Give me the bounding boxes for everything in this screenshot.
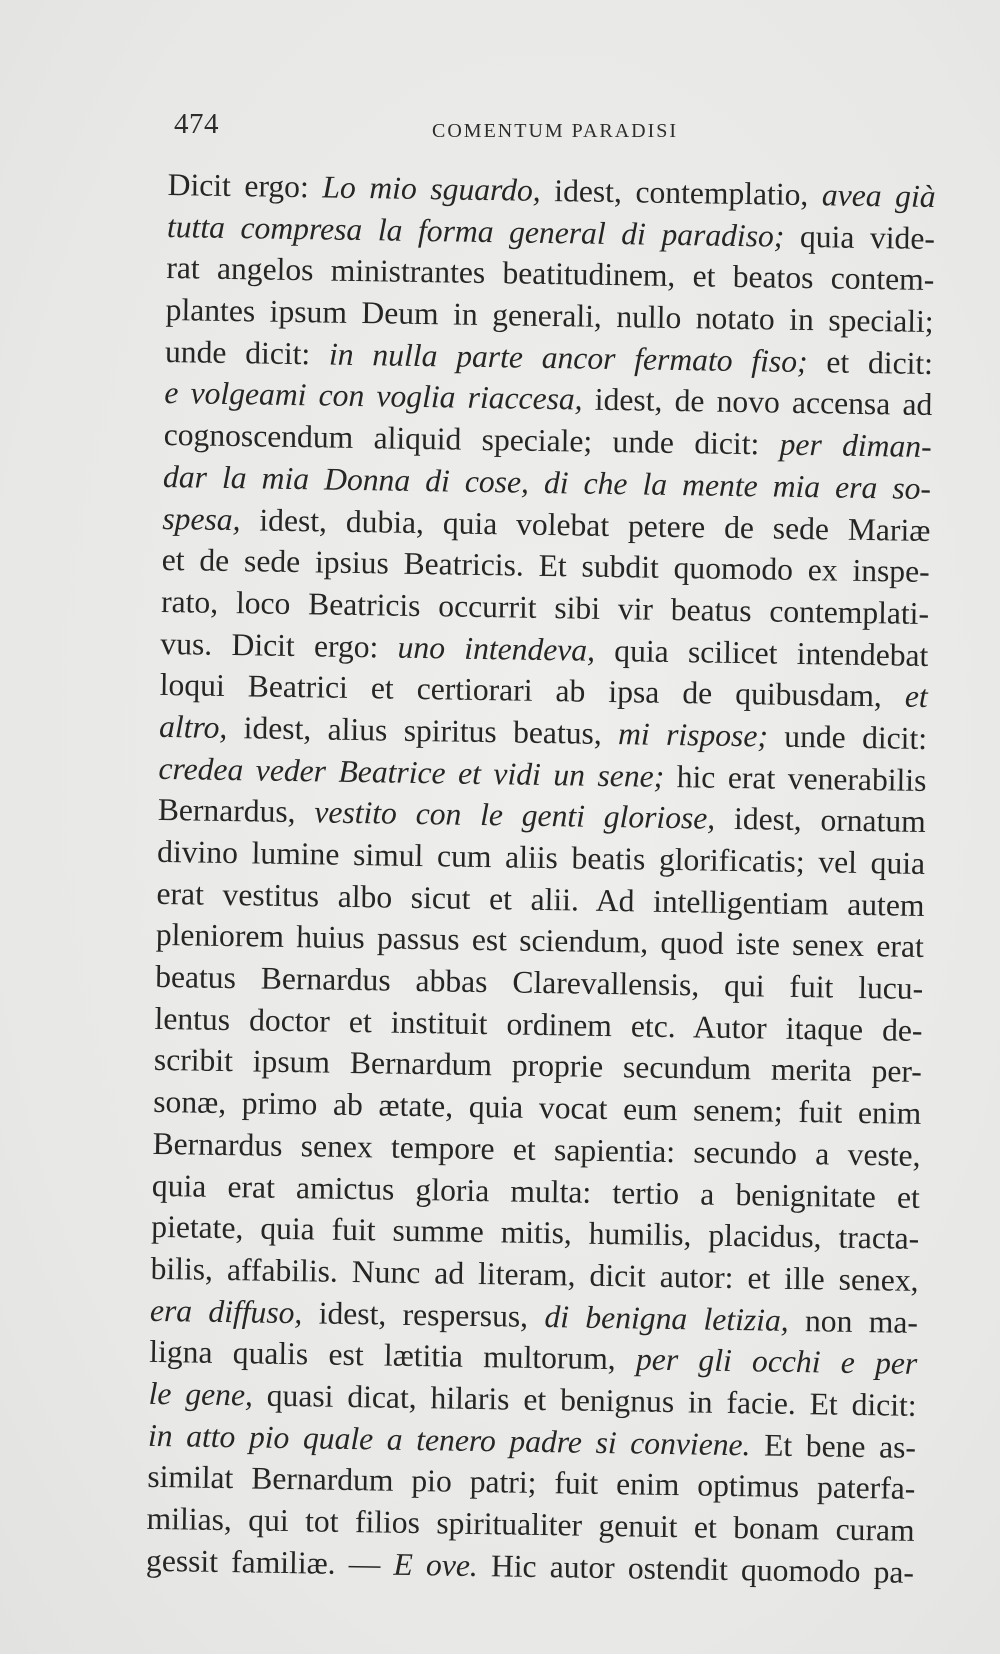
text-run: idest, contemplatio, [540, 172, 823, 213]
text-run: et de sede ipsius Beatricis. Et subdit quomodo ex inspe- [161, 542, 930, 590]
text-run: rato, loco Beatricis occurrit sibi vir beatus contemplati- [160, 583, 930, 631]
text-run: unde dicit: [767, 718, 928, 756]
italic-quote: uno intendeva, [397, 629, 596, 668]
text-run: beatus Bernardus abbas Clarevallensis, qui fuit lucu- [154, 958, 924, 1007]
text-run: idest, ornatum [714, 800, 927, 840]
italic-quote: Lo mio sguardo, [322, 169, 541, 208]
page-number: 474 [174, 108, 219, 140]
text-run: quia scilicet intendebat [594, 632, 929, 673]
italic-quote: le gene, [148, 1375, 254, 1413]
italic-quote: di benigna letizia, [544, 1298, 789, 1338]
text-run: Bernardus, [157, 792, 315, 830]
text-run: lentus doctor et instituit ordinem etc. Autor itaque de- [154, 1000, 923, 1048]
text-run: Bernardus senex tempore et sapientia: secundo a veste, [152, 1125, 921, 1173]
text-run: ligna qualis est lætitia multorum, [149, 1334, 637, 1377]
italic-quote: E ove. [393, 1546, 479, 1583]
text-run: scribit ipsum Bernardum proprie secundum merita per- [153, 1042, 923, 1090]
text-run: divino lumine simul cum aliis beatis glorificatis; vel quia [156, 833, 926, 881]
text-run: similat Bernardum pio patri; fuit enim optimus paterfa- [147, 1459, 916, 1507]
text-run: hic erat venerabilis [663, 758, 927, 798]
text-run: Et bene as- [750, 1426, 917, 1465]
body-text [146, 164, 936, 1593]
italic-quote: credea veder Beatrice et vidi un sene; [158, 750, 665, 794]
italic-quote: avea già [821, 177, 936, 215]
italic-quote: altro, [158, 708, 228, 745]
text-run: idest, respersus, [302, 1294, 545, 1334]
text-run: et dicit: [807, 343, 934, 381]
text-run: pleniorem huius passus est sciendum, quod iste senex erat [155, 917, 925, 965]
text-run: erat vestitus albo sicut et alii. Ad intelligentiam autem [156, 875, 925, 923]
text-run: quia erat amictus gloria multa: tertio a benignitate et [151, 1167, 921, 1215]
italic-quote: in nulla parte ancor fermato fiso; [328, 336, 808, 379]
text-run: loqui Beatrici et certiorari ab ipsa de quibusdam, [159, 667, 906, 714]
running-title: COMENTUM PARADISI [432, 120, 679, 142]
text-run: Dicit ergo: [167, 166, 323, 205]
italic-quote: dar la mia Donna di cose, di che la mente mia era so- [162, 458, 932, 506]
text-run: plantes ipsum Deum in generali, nullo notato in speciali; [165, 292, 934, 340]
text-run: unde dicit: [164, 333, 330, 372]
text-run: quia vide- [784, 218, 936, 256]
text-run: bilis, affabilis. Nunc ad literam, dicit autor: et ille senex, [150, 1250, 919, 1298]
text-run: cognoscendum aliquid speciale; unde dicit: [163, 417, 780, 462]
italic-quote: era diffuso, [149, 1292, 303, 1330]
italic-quote: per gli occhi e per [635, 1341, 918, 1382]
text-run: Hic autor ostendit quomodo pa- [477, 1547, 915, 1590]
text-run: gessit familiæ. — [145, 1542, 394, 1582]
italic-quote: spesa, [162, 500, 241, 537]
italic-quote: e volgeami con voglia riaccesa, [164, 375, 583, 417]
text-run: idest, alius spiritus beatus, [227, 709, 619, 752]
text-run: rat angelos ministrantes beatitudinem, et beatos contem- [166, 250, 935, 298]
italic-quote: per diman- [779, 426, 932, 465]
text-run: quasi dicat, hilaris et benignus in facie. Et dicit: [252, 1377, 917, 1423]
running-head [170, 108, 930, 148]
text-run: non ma- [788, 1302, 919, 1340]
text-run: milias, qui tot filios spiritualiter genuit et bonam curam [146, 1500, 915, 1548]
italic-quote: vestito con le genti gloriose, [314, 794, 716, 836]
italic-quote: in atto pio quale a tenero padre si conviene. [147, 1417, 751, 1462]
text-run: pietate, quia fuit summe mitis, humilis, placidus, tracta- [151, 1209, 920, 1257]
italic-quote: mi rispose; [617, 716, 769, 754]
text-run: vus. Dicit ergo: [160, 625, 398, 665]
text-run: idest, dubia, quia volebat petere de sede Mariæ [240, 501, 931, 548]
text-run: idest, de novo accensa ad [582, 381, 933, 423]
text-run: sonæ, primo ab ætate, quia vocat eum senem; fuit enim [152, 1084, 922, 1132]
italic-quote: et [904, 678, 929, 715]
italic-quote: tutta compresa la forma general di paradiso; [166, 208, 785, 254]
